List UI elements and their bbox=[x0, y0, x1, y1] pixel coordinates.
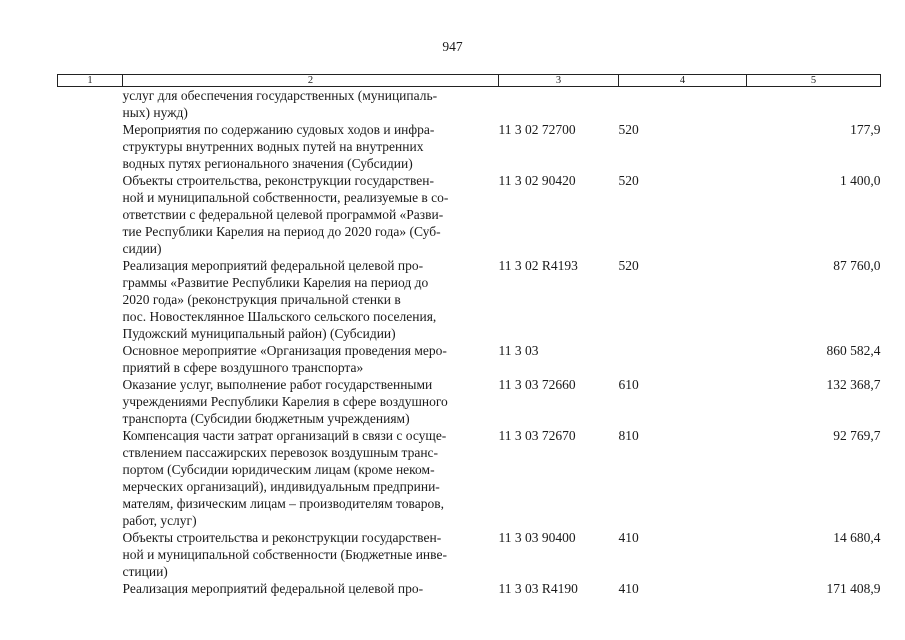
expense-type-cell bbox=[619, 342, 747, 376]
budget-code-cell: 11 3 03 bbox=[498, 343, 539, 358]
row-number-cell bbox=[58, 87, 123, 122]
item-name-cell bbox=[123, 121, 499, 172]
row-number-cell bbox=[58, 342, 123, 376]
expense-type-cell: 810 bbox=[618, 428, 639, 443]
amount-cell: 860 582,4 bbox=[826, 343, 881, 358]
item-name-line: тие Республики Карелия на период до 2020 года» (Суб- bbox=[122, 224, 441, 239]
row-number-cell bbox=[58, 376, 123, 427]
expense-type-cell: 410 bbox=[618, 581, 639, 596]
column-header-5: 5 bbox=[747, 75, 881, 87]
budget-code-cell: 11 3 02 72700 bbox=[498, 122, 576, 137]
budget-code-cell bbox=[499, 87, 619, 122]
item-name-line: Основное мероприятие «Организация проведения меро- bbox=[122, 343, 447, 358]
item-name-line: ных) нужд) bbox=[122, 105, 188, 120]
table-row bbox=[58, 529, 881, 580]
budget-code-cell: 11 3 02 R4193 bbox=[498, 258, 578, 273]
table-row bbox=[58, 257, 881, 342]
row-number-cell bbox=[58, 580, 123, 597]
item-name-line: 2020 года» (реконструкция причальной стенки в bbox=[122, 292, 401, 307]
expense-type-cell: 520 bbox=[618, 258, 639, 273]
item-name-line: Объекты строительства и реконструкции государствен- bbox=[122, 530, 442, 545]
item-name-cell bbox=[123, 427, 499, 529]
item-name-cell bbox=[123, 529, 499, 580]
expense-type-cell: 520 bbox=[618, 173, 639, 188]
item-name-line: граммы «Развитие Республики Карелия на период до bbox=[122, 275, 429, 290]
column-header-3: 3 bbox=[499, 75, 619, 87]
table-row bbox=[58, 121, 881, 172]
item-name-line: услуг для обеспечения государственных (муниципаль- bbox=[122, 88, 438, 103]
budget-table bbox=[57, 74, 881, 597]
item-name-line: структуры внутренних водных путей на внутренних bbox=[122, 139, 424, 154]
item-name-line: ной и муниципальной собственности, реализуемые в со- bbox=[122, 190, 449, 205]
item-name-cell bbox=[123, 257, 499, 342]
row-number-cell bbox=[58, 121, 123, 172]
item-name-line: работ, услуг) bbox=[122, 513, 197, 528]
table-row bbox=[58, 87, 881, 122]
row-number-cell bbox=[58, 172, 123, 257]
budget-code-cell: 11 3 03 72660 bbox=[498, 377, 576, 392]
item-name-line: Реализация мероприятий федеральной целевой про- bbox=[122, 258, 424, 273]
item-name-line: стиции) bbox=[122, 564, 168, 579]
table-row bbox=[58, 376, 881, 427]
column-header-4: 4 bbox=[619, 75, 747, 87]
item-name-line: мерческих организаций), индивидуальным предприни- bbox=[122, 479, 440, 494]
amount-cell: 14 680,4 bbox=[833, 530, 881, 545]
expense-type-cell: 610 bbox=[618, 377, 639, 392]
amount-cell: 132 368,7 bbox=[826, 377, 881, 392]
table-row bbox=[58, 342, 881, 376]
item-name-line: Реализация мероприятий федеральной целевой про- bbox=[122, 581, 424, 596]
amount-cell: 87 760,0 bbox=[833, 258, 881, 273]
item-name-cell bbox=[123, 172, 499, 257]
row-number-cell bbox=[58, 529, 123, 580]
column-number-header-row bbox=[58, 75, 881, 87]
item-name-line: Оказание услуг, выполнение работ государственными bbox=[122, 377, 433, 392]
row-number-cell bbox=[58, 427, 123, 529]
table-row bbox=[58, 172, 881, 257]
budget-code-cell: 11 3 03 R4190 bbox=[498, 581, 578, 596]
table-body bbox=[58, 87, 881, 598]
expense-type-cell: 520 bbox=[618, 122, 639, 137]
item-name-line: Мероприятия по содержанию судовых ходов и инфра- bbox=[122, 122, 435, 137]
column-header-1: 1 bbox=[58, 75, 123, 87]
item-name-cell bbox=[123, 342, 499, 376]
expense-type-cell: 410 bbox=[618, 530, 639, 545]
amount-cell bbox=[747, 87, 881, 122]
table-row bbox=[58, 427, 881, 529]
table-row bbox=[58, 580, 881, 597]
item-name-line: водных путях регионального значения (Субсидии) bbox=[122, 156, 413, 171]
item-name-line: транспорта (Субсидии бюджетным учреждениям) bbox=[122, 411, 410, 426]
item-name-line: ствлением пассажирских перевозок воздушным транс- bbox=[122, 445, 439, 460]
item-name-line: портом (Субсидии юридическим лицам (кроме неком- bbox=[122, 462, 435, 477]
item-name-line: ной и муниципальной собственности (Бюджетные инве- bbox=[122, 547, 447, 562]
item-name-line: мателям, физическим лицам – производителям товаров, bbox=[122, 496, 444, 511]
amount-cell: 1 400,0 bbox=[840, 173, 881, 188]
item-name-line: пос. Новостеклянное Шальского сельского поселения, bbox=[122, 309, 437, 324]
item-name-cell bbox=[123, 376, 499, 427]
item-name-cell bbox=[123, 87, 499, 122]
item-name-line: Объекты строительства, реконструкции государствен- bbox=[122, 173, 434, 188]
expense-type-cell bbox=[619, 87, 747, 122]
item-name-line: ответствии с федеральной целевой программой «Разви- bbox=[122, 207, 444, 222]
item-name-line: сидии) bbox=[122, 241, 162, 256]
item-name-line: учреждениями Республики Карелия в сфере воздушного bbox=[122, 394, 448, 409]
budget-code-cell: 11 3 03 72670 bbox=[498, 428, 576, 443]
item-name-cell bbox=[123, 580, 499, 597]
column-header-2: 2 bbox=[123, 75, 499, 87]
item-name-line: Компенсация части затрат организаций в связи с осуще- bbox=[122, 428, 447, 443]
amount-cell: 177,9 bbox=[850, 122, 881, 137]
row-number-cell bbox=[58, 257, 123, 342]
page-number: 947 bbox=[442, 39, 463, 54]
budget-code-cell: 11 3 03 90400 bbox=[498, 530, 576, 545]
amount-cell: 171 408,9 bbox=[826, 581, 881, 596]
item-name-line: Пудожский муниципальный район) (Субсидии) bbox=[122, 326, 396, 341]
item-name-line: приятий в сфере воздушного транспорта» bbox=[122, 360, 364, 375]
budget-code-cell: 11 3 02 90420 bbox=[498, 173, 576, 188]
amount-cell: 92 769,7 bbox=[833, 428, 881, 443]
